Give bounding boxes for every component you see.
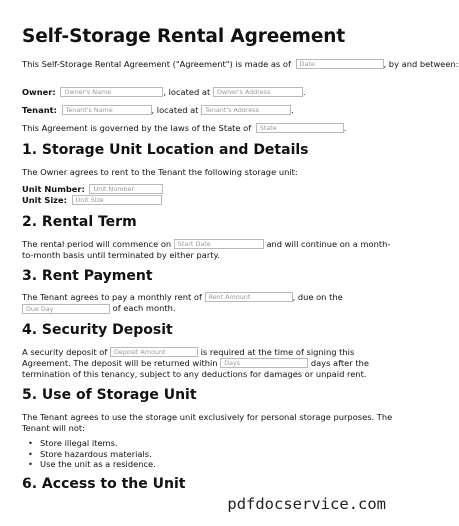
section-4-text-line3: termination of this tenancy, subject to any deductions for damages or unpaid rent.: [22, 369, 367, 379]
unit-number-field[interactable]: Unit Number: [89, 184, 163, 194]
tenant-address-field[interactable]: Tenant's Address: [201, 105, 291, 115]
section-3-heading: 3. Rent Payment: [22, 268, 153, 284]
section-1-heading: 1. Storage Unit Location and Details: [22, 142, 309, 158]
section-4-heading: 4. Security Deposit: [22, 322, 173, 338]
section-5-text-line2: Tenant will not:: [22, 423, 85, 433]
list-item: • Store hazardous materials.: [36, 449, 156, 460]
owner-name-field[interactable]: Owner's Name: [60, 87, 163, 97]
section-6-heading: 6. Access to the Unit: [22, 476, 186, 492]
governing-law-line: This Agreement is governed by the laws of the State of State .: [22, 123, 347, 133]
list-item: • Use the unit as a residence.: [36, 459, 156, 470]
unit-number-line: Unit Number: Unit Number: [22, 184, 163, 195]
rent-amount-field[interactable]: Rent Amount: [205, 292, 293, 302]
intro-paragraph-cont: [22, 70, 27, 81]
intro-paragraph: This Self-Storage Rental Agreement ("Agreement") is made as of Date , by and between:: [22, 59, 459, 69]
tenant-name-field[interactable]: Tenant's Name: [62, 105, 152, 115]
tenant-line: Tenant: Tenant's Name , located at Tenant's Address .: [22, 105, 294, 115]
section-2-heading: 2. Rental Term: [22, 214, 137, 230]
state-field[interactable]: State: [256, 123, 344, 133]
owner-line: Owner: Owner's Name , located at Owner's Address .: [22, 87, 306, 97]
section-2-text-line1: The rental period will commence on Start Date and will continue on a month-: [22, 239, 391, 249]
section-3-text-line2: Due Day of each month.: [22, 303, 176, 314]
owner-address-field[interactable]: Owner's Address: [213, 87, 303, 97]
unit-size-field[interactable]: Unit Size: [72, 195, 162, 205]
unit-size-line: Unit Size: Unit Size: [22, 195, 162, 206]
days-field[interactable]: Days: [220, 358, 308, 368]
section-5-text-line1: The Tenant agrees to use the storage unit exclusively for personal storage purposes. The: [22, 412, 393, 422]
date-field[interactable]: Date: [296, 59, 384, 69]
section-4-text-line2: Agreement. The deposit will be returned within Days days after the: [22, 358, 369, 368]
section-4-text-line1: A security deposit of Deposit Amount is required at the time of signing this: [22, 347, 355, 357]
section-5-heading: 5. Use of Storage Unit: [22, 387, 197, 403]
deposit-amount-field[interactable]: Deposit Amount: [110, 347, 198, 357]
document-title: Self-Storage Rental Agreement: [22, 26, 346, 47]
section-3-text-line1: The Tenant agrees to pay a monthly rent of Rent Amount , due on the: [22, 292, 343, 302]
start-date-field[interactable]: Start Date: [174, 239, 264, 249]
list-item: • Store illegal items.: [36, 438, 156, 449]
watermark: pdfdocservice.com: [227, 495, 386, 513]
section-2-text-line2: to-month basis until terminated by either party.: [22, 250, 220, 260]
due-day-field[interactable]: Due Day: [22, 304, 110, 314]
section-1-text: The Owner agrees to rent to the Tenant the following storage unit:: [22, 167, 298, 177]
prohibited-uses-list: [22, 438, 156, 470]
